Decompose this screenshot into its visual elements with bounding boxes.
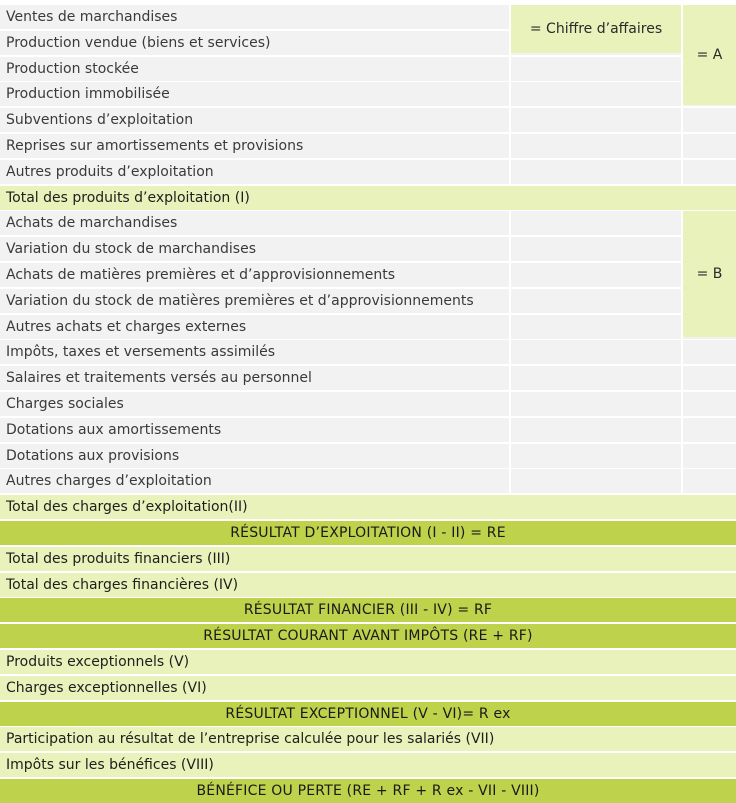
- table-row: [0, 469, 736, 493]
- total-row: [0, 727, 736, 751]
- total-label: Produits exceptionnels (V): [0, 650, 736, 674]
- table-row: [0, 263, 736, 287]
- row-value-cell: [511, 108, 681, 132]
- table-row: [0, 211, 736, 235]
- result-row: [0, 702, 736, 726]
- row-group-cell: [683, 469, 736, 493]
- row-label: Achats de marchandises: [0, 211, 509, 235]
- row-label: Achats de matières premières et d’approvisionnements: [0, 263, 509, 287]
- result-row: [0, 521, 736, 545]
- total-row: [0, 186, 736, 210]
- group-b-label: = B: [696, 266, 723, 282]
- table-row: [0, 289, 736, 313]
- row-value-cell: [511, 57, 681, 81]
- total-label: Charges exceptionnelles (VI): [0, 676, 736, 700]
- row-value-cell: [511, 263, 681, 287]
- table-row: [0, 237, 736, 261]
- row-label: Production stockée: [0, 57, 509, 81]
- result-label: RÉSULTAT D’EXPLOITATION (I - II) = RE: [0, 521, 736, 545]
- row-value-cell: [511, 160, 681, 184]
- row-label: Variation du stock de marchandises: [0, 237, 509, 261]
- result-label: RÉSULTAT EXCEPTIONNEL (V - VI)= R ex: [0, 702, 736, 726]
- total-label: Total des produits d’exploitation (I): [0, 186, 736, 210]
- table-row: [0, 82, 736, 106]
- chiffre-affaires-annotation: [511, 5, 681, 53]
- group-b-annotation: [683, 211, 736, 337]
- row-group-cell: [683, 160, 736, 184]
- total-row: [0, 573, 736, 597]
- row-group-cell: [683, 366, 736, 390]
- group-a-annotation: [683, 5, 736, 105]
- chiffre-affaires-label: = Chiffre d’affaires: [529, 21, 663, 37]
- group-a-label: = A: [696, 47, 723, 63]
- row-group-cell: [683, 392, 736, 416]
- result-row: [0, 598, 736, 622]
- row-value-cell: [511, 469, 681, 493]
- row-label: Subventions d’exploitation: [0, 108, 509, 132]
- table-row: [0, 366, 736, 390]
- result-label: BÉNÉFICE OU PERTE (RE + RF + R ex - VII - VIII): [0, 779, 736, 803]
- row-label: Autres achats et charges externes: [0, 315, 509, 339]
- row-value-cell: [511, 418, 681, 442]
- row-label: Production vendue (biens et services): [0, 31, 509, 55]
- row-label: Autres produits d’exploitation: [0, 160, 509, 184]
- row-label: Salaires et traitements versés au personnel: [0, 366, 509, 390]
- table-row: [0, 392, 736, 416]
- table-row: [0, 315, 736, 339]
- row-label: Autres charges d’exploitation: [0, 469, 509, 493]
- total-row: [0, 753, 736, 777]
- table-row: [0, 340, 736, 364]
- total-label: Impôts sur les bénéfices (VIII): [0, 753, 736, 777]
- total-label: Participation au résultat de l’entreprise calculée pour les salariés (VII): [0, 727, 736, 751]
- table-row: [0, 444, 736, 468]
- total-row: [0, 676, 736, 700]
- row-group-cell: [683, 340, 736, 364]
- row-value-cell: [511, 315, 681, 339]
- row-group-cell: [683, 108, 736, 132]
- total-label: Total des charges d’exploitation(II): [0, 495, 736, 519]
- row-value-cell: [511, 237, 681, 261]
- row-value-cell: [511, 392, 681, 416]
- row-label: Reprises sur amortissements et provisions: [0, 134, 509, 158]
- row-value-cell: [511, 366, 681, 390]
- table-row: [0, 134, 736, 158]
- row-group-cell: [683, 418, 736, 442]
- row-label: Impôts, taxes et versements assimilés: [0, 340, 509, 364]
- result-label: RÉSULTAT FINANCIER (III - IV) = RF: [0, 598, 736, 622]
- row-group-cell: [683, 444, 736, 468]
- row-value-cell: [511, 134, 681, 158]
- result-row: [0, 624, 736, 648]
- total-row: [0, 547, 736, 571]
- result-label: RÉSULTAT COURANT AVANT IMPÔTS (RE + RF): [0, 624, 736, 648]
- row-group-cell: [683, 134, 736, 158]
- total-row: [0, 495, 736, 519]
- row-label: Variation du stock de matières premières et d’approvisionnements: [0, 289, 509, 313]
- table-row: [0, 57, 736, 81]
- row-label: Ventes de marchandises: [0, 5, 509, 29]
- row-value-cell: [511, 444, 681, 468]
- row-value-cell: [511, 340, 681, 364]
- table-row: [0, 108, 736, 132]
- total-row: [0, 650, 736, 674]
- row-label: Production immobilisée: [0, 82, 509, 106]
- row-value-cell: [511, 289, 681, 313]
- row-label: Dotations aux amortissements: [0, 418, 509, 442]
- table-row: [0, 418, 736, 442]
- row-label: Dotations aux provisions: [0, 444, 509, 468]
- row-value-cell: [511, 211, 681, 235]
- table-row: [0, 160, 736, 184]
- result-row: [0, 779, 736, 803]
- row-label: Charges sociales: [0, 392, 509, 416]
- total-label: Total des charges financières (IV): [0, 573, 736, 597]
- total-label: Total des produits financiers (III): [0, 547, 736, 571]
- row-value-cell: [511, 82, 681, 106]
